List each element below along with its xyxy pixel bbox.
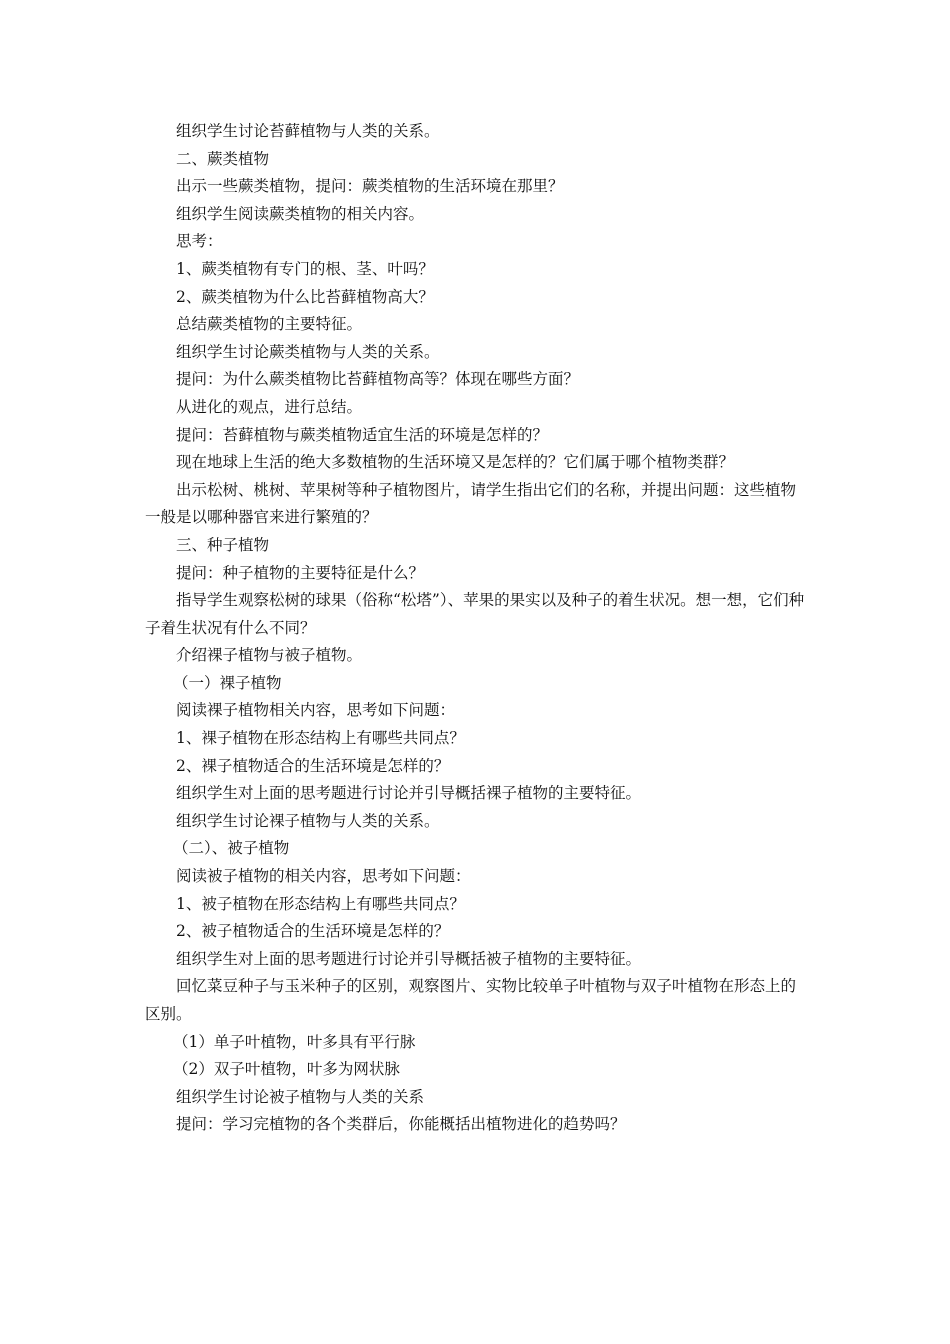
paragraph: 总结蕨类植物的主要特征。 — [176, 315, 363, 334]
paragraph: 组织学生讨论被子植物与人类的关系 — [176, 1087, 425, 1106]
list-item: 1、被子植物在形态结构上有哪些共同点？ — [176, 894, 465, 913]
paragraph: 指导学生观察松树的球果（俗称“松塔”）、苹果的果实以及种子的着生状况。想一想，它们种子着生状况有什么不同？ — [145, 591, 805, 637]
paragraph: 思考： — [176, 232, 223, 251]
paragraph: 提问：学习完植物的各个类群后，你能概括出植物进化的趋势吗？ — [176, 1115, 626, 1134]
list-item: 1、裸子植物在形态结构上有哪些共同点？ — [176, 729, 465, 748]
paragraph: 提问：为什么蕨类植物比苔藓植物高等？体现在哪些方面？ — [176, 370, 580, 389]
paragraph: 出示一些蕨类植物，提问：蕨类植物的生活环境在那里？ — [176, 177, 564, 196]
paragraph: 组织学生讨论蕨类植物与人类的关系。 — [176, 342, 440, 361]
paragraph: 组织学生讨论裸子植物与人类的关系。 — [176, 811, 440, 830]
paragraph: 组织学生讨论苔藓植物与人类的关系。 — [176, 122, 440, 140]
paragraph: 提问：种子植物的主要特征是什么？ — [176, 563, 425, 582]
list-item: （1）单子叶植物，叶多具有平行脉 — [173, 1032, 416, 1051]
paragraph: 组织学生阅读蕨类植物的相关内容。 — [176, 204, 425, 223]
document-body — [145, 118, 805, 1139]
paragraph: 提问：苔藓植物与蕨类植物适宜生活的环境是怎样的？ — [176, 425, 549, 444]
paragraph: 从进化的观点，进行总结。 — [176, 397, 363, 416]
section-heading: 二、蕨类植物 — [176, 149, 270, 168]
list-item: 2、蕨类植物为什么比苔藓植物高大？ — [176, 287, 434, 306]
subsection-heading: （二）、被子植物 — [173, 839, 290, 858]
paragraph: 出示松树、桃树、苹果树等种子植物图片，请学生指出它们的名称，并提出问题：这些植物一般是以哪种器官来进行繁殖的？ — [145, 480, 797, 527]
list-item: 2、被子植物适合的生活环境是怎样的？ — [176, 922, 450, 941]
list-item: 2、裸子植物适合的生活环境是怎样的？ — [176, 756, 450, 775]
paragraph: 组织学生对上面的思考题进行讨论并引导概括裸子植物的主要特征。 — [176, 784, 642, 803]
paragraph: 阅读被子植物的相关内容，思考如下问题： — [176, 867, 471, 886]
paragraph: 介绍裸子植物与被子植物。 — [176, 646, 363, 665]
paragraph: 组织学生对上面的思考题进行讨论并引导概括被子植物的主要特征。 — [176, 949, 642, 968]
paragraph: 阅读裸子植物相关内容，思考如下问题： — [176, 701, 456, 720]
subsection-heading: （一）裸子植物 — [173, 673, 282, 692]
paragraph: 回忆菜豆种子与玉米种子的区别，观察图片、实物比较单子叶植物与双子叶植物在形态上的区别。 — [145, 977, 797, 1023]
list-item: 1、蕨类植物有专门的根、茎、叶吗？ — [176, 259, 434, 278]
section-heading: 三、种子植物 — [176, 535, 270, 554]
list-item: （2）双子叶植物，叶多为网状脉 — [173, 1060, 400, 1079]
paragraph: 现在地球上生活的绝大多数植物的生活环境又是怎样的？它们属于哪个植物类群？ — [176, 453, 735, 472]
